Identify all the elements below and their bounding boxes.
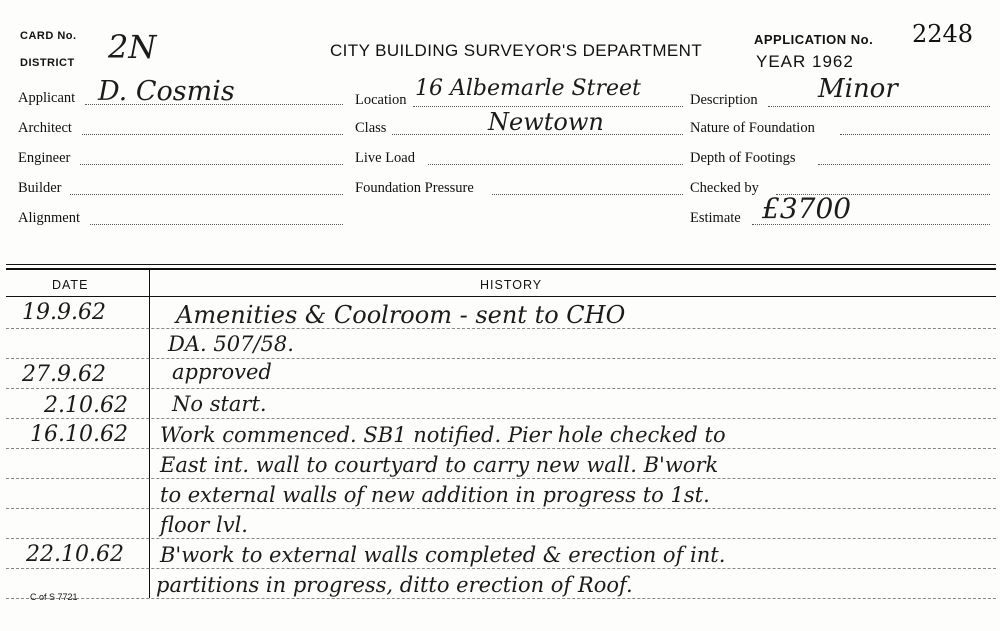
foundation-pressure-label: Foundation Pressure bbox=[355, 180, 474, 196]
location-label: Location bbox=[355, 92, 407, 108]
history-entry-line: No start. bbox=[172, 392, 267, 416]
history-entry-line: floor lvl. bbox=[160, 513, 248, 537]
application-number: 2248 bbox=[912, 20, 974, 48]
estimate-value: £3700 bbox=[762, 192, 852, 225]
history-entry-date: 16.10.62 bbox=[30, 422, 128, 447]
location-value: 16 Albemarle Street bbox=[415, 76, 641, 101]
history-entry-line: Work commenced. SB1 notified. Pier hole checked to bbox=[160, 423, 726, 447]
estimate-label: Estimate bbox=[690, 210, 741, 226]
district-label: DISTRICT bbox=[20, 57, 75, 69]
description-label: Description bbox=[690, 92, 758, 108]
depth-of-footings-label: Depth of Footings bbox=[690, 150, 796, 166]
history-entry-line: DA. 507/58. bbox=[168, 332, 294, 356]
form-code: C of S 7721 bbox=[30, 592, 78, 602]
live-load-label: Live Load bbox=[355, 150, 415, 166]
alignment-label: Alignment bbox=[18, 210, 81, 226]
class-label: Class bbox=[355, 120, 387, 136]
date-history-divider bbox=[149, 270, 150, 598]
history-entry-date: 2.10.62 bbox=[44, 393, 128, 418]
engineer-label: Engineer bbox=[18, 150, 71, 166]
history-entry-line: approved bbox=[172, 360, 272, 384]
applicant-label: Applicant bbox=[18, 90, 76, 106]
class-value: Newtown bbox=[488, 108, 604, 136]
district-value: 2N bbox=[108, 28, 157, 66]
history-entry-line: partitions in progress, ditto erection of Roof. bbox=[156, 573, 633, 597]
checked-by-label: Checked by bbox=[690, 180, 759, 196]
description-value: Minor bbox=[818, 74, 898, 104]
year-label: YEAR 1962 bbox=[756, 52, 854, 71]
card-no-label: CARD No. bbox=[20, 30, 77, 42]
history-header-rule bbox=[6, 296, 996, 297]
nature-of-foundation-label: Nature of Foundation bbox=[690, 120, 815, 136]
history-entry-date: 22.10.62 bbox=[26, 542, 124, 567]
history-entry-date: 19.9.62 bbox=[22, 300, 106, 325]
application-label: APPLICATION No. bbox=[754, 32, 874, 47]
department-title: CITY BUILDING SURVEYOR'S DEPARTMENT bbox=[330, 41, 703, 60]
header-separator-top bbox=[6, 264, 996, 265]
header-separator-bottom bbox=[6, 268, 996, 270]
history-entry-line: Amenities & Coolroom - sent to CHO bbox=[176, 301, 626, 329]
history-column-header: HISTORY bbox=[480, 278, 543, 292]
builder-label: Builder bbox=[18, 180, 62, 196]
applicant-value: D. Cosmis bbox=[98, 76, 235, 107]
history-entry-line: B'work to external walls completed & erection of int. bbox=[160, 543, 726, 567]
history-entry-line: to external walls of new addition in progress to 1st. bbox=[160, 483, 710, 507]
history-entry-line: East int. wall to courtyard to carry new wall. B'work bbox=[160, 453, 719, 477]
architect-label: Architect bbox=[18, 120, 72, 136]
date-column-header: DATE bbox=[52, 278, 89, 292]
history-entry-date: 27.9.62 bbox=[22, 362, 106, 387]
